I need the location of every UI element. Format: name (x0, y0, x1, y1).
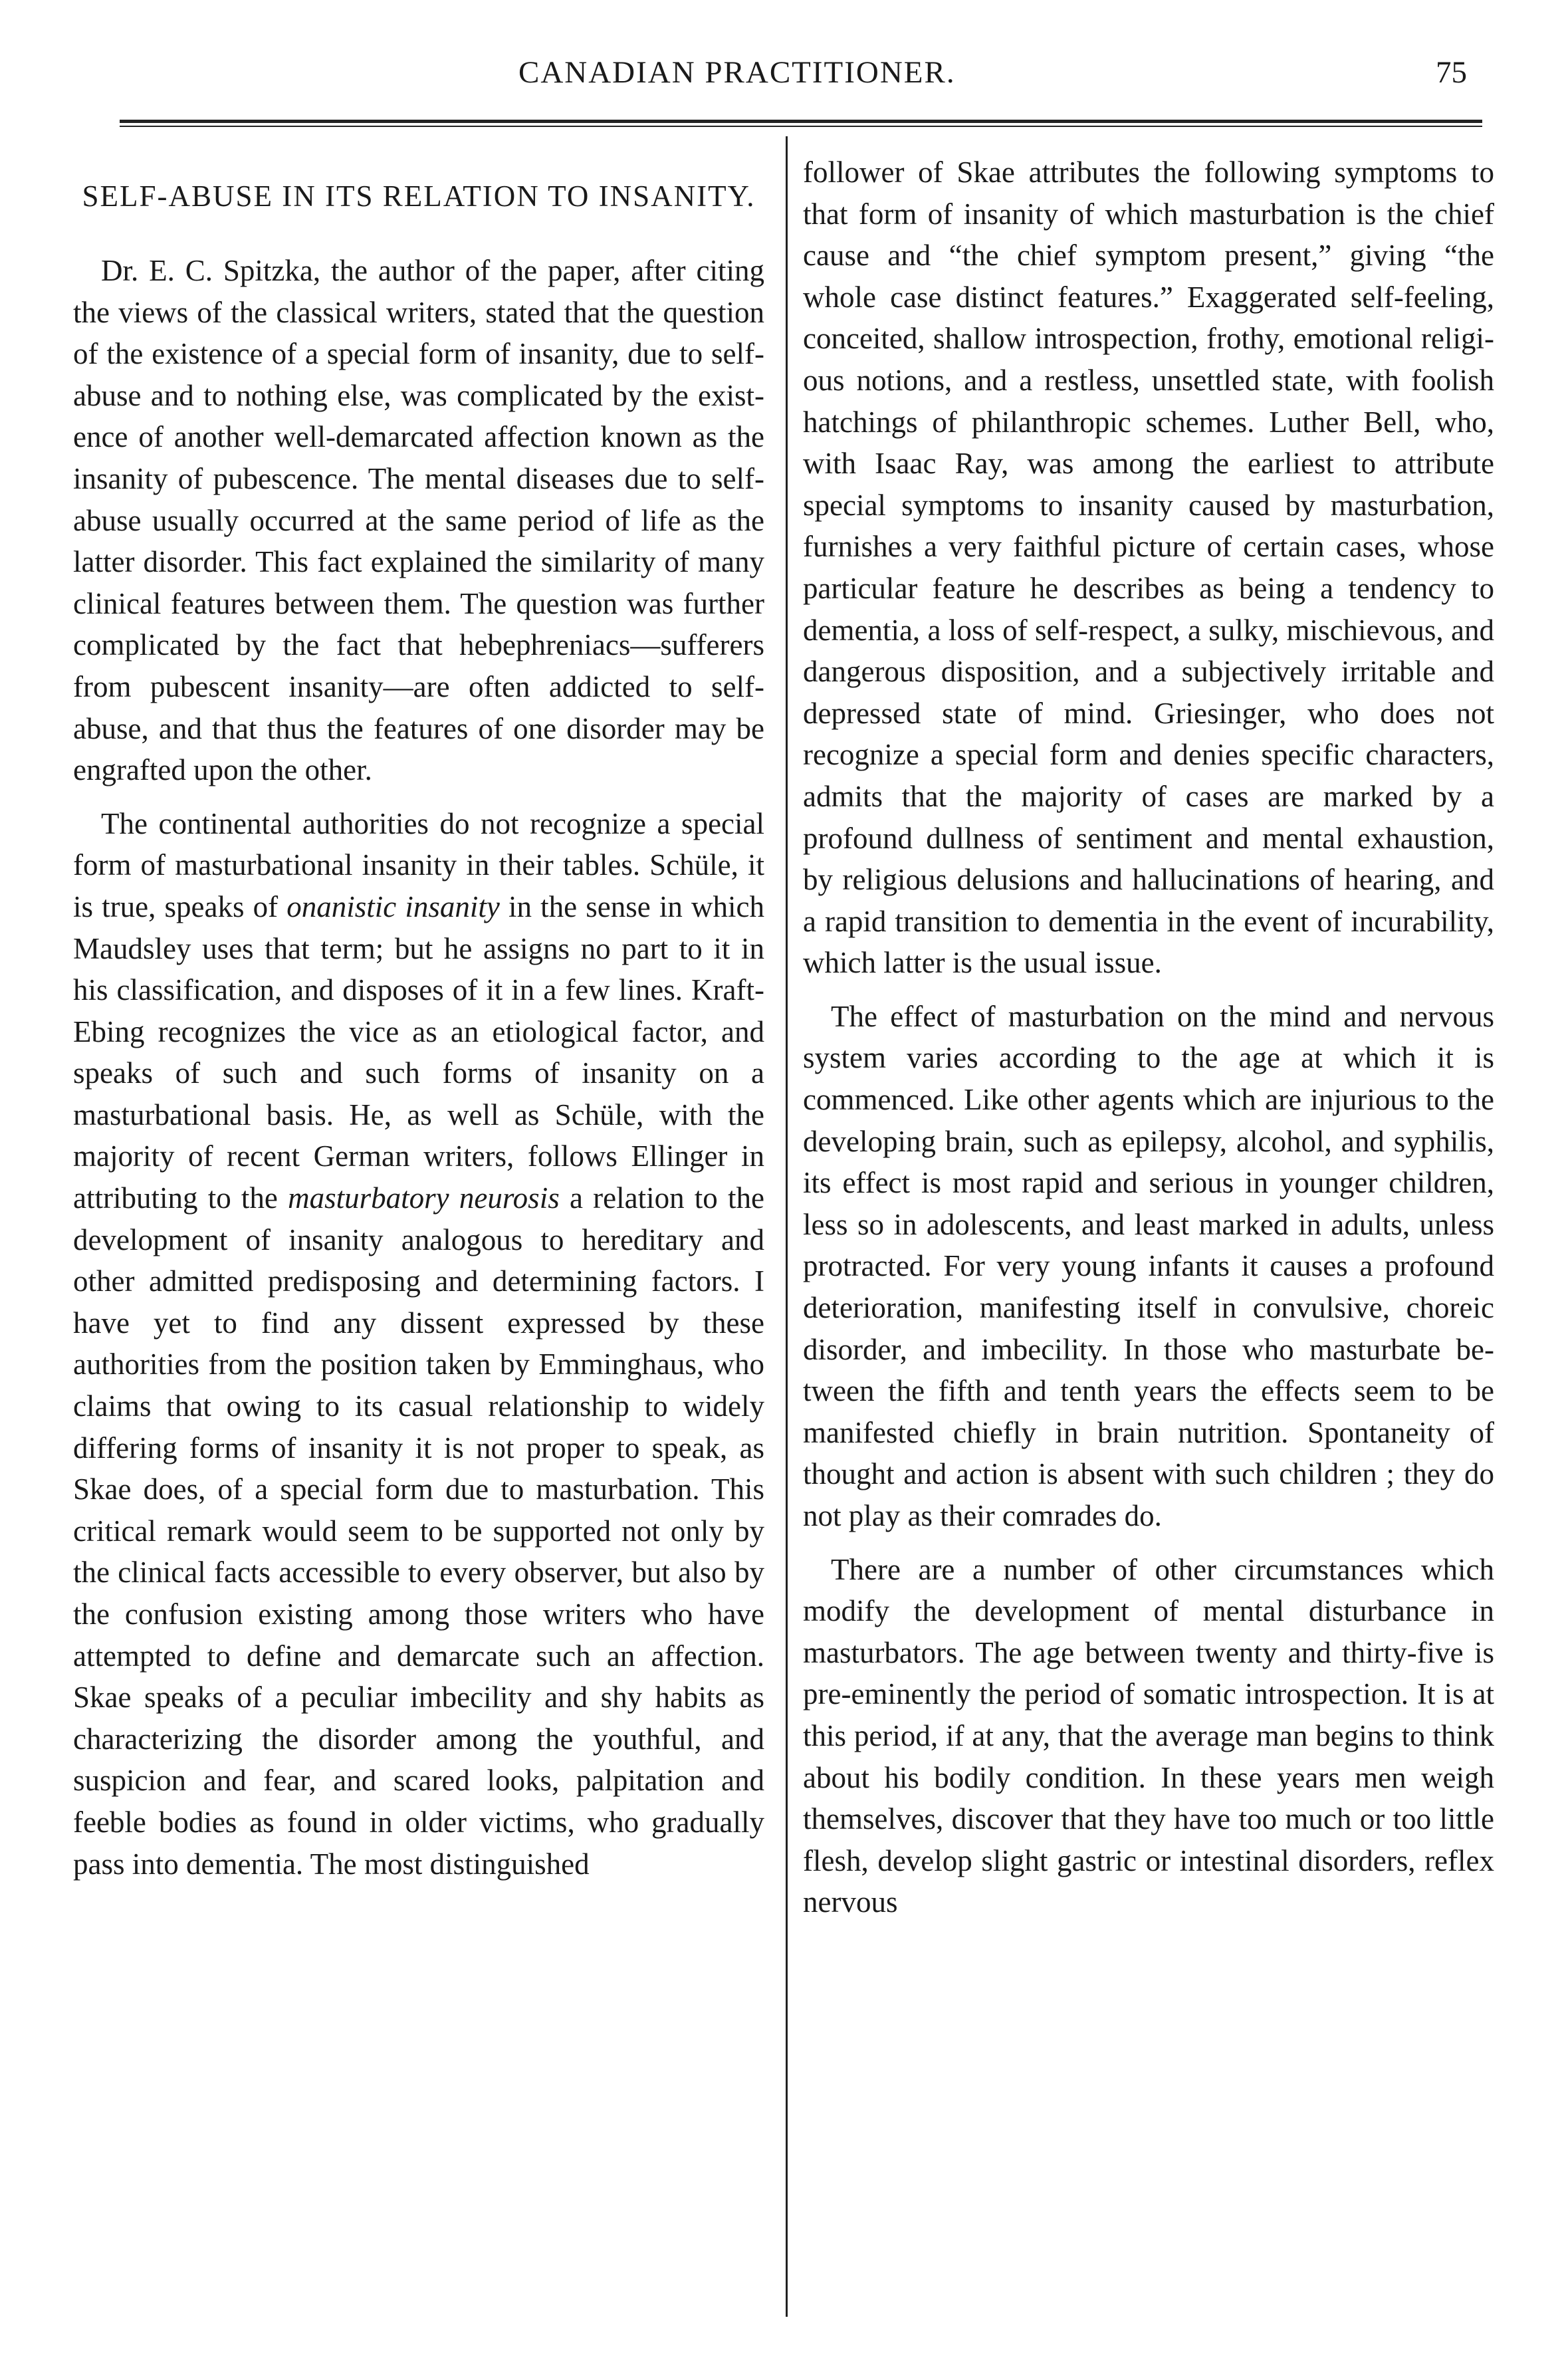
left-column (73, 152, 764, 2339)
text-run: a relation to the development of insanity analogous to hereditary and other admitted predisposing and determining factors. I have yet to find any dissent expressed by these authorities from the position taken by Emminghaus, who claims that owing to its casual relationship to widely differing forms of insanity it is not proper to speak, as Skae does, of a special form due to masturbation. This critical remark would seem to be supported not only by the clinical facts accessible to every observer, but also by the confusion existing among those writers who have attempted to define and demarcate such an affection. Skae speaks of a peculiar imbecility and shy habits as characterizing the disorder among the youthful, and suspicion and fear, and scared looks, palpitation and feeble bodies as found in older victims, who gradually pass into dementia. The most distinguished (73, 1181, 764, 1881)
paragraph (73, 803, 764, 1885)
page-number: 75 (1436, 55, 1467, 90)
italic-term: masturbatory neurosis (288, 1181, 560, 1215)
running-head (0, 55, 1568, 108)
column-divider (786, 136, 788, 2317)
italic-term: onanistic insanity (286, 889, 500, 923)
text-run: in the sense in which Maudsley uses that term; but he assigns no part to it in his classification, and disposes of it in a few lines. Kraft-Ebing recognizes the vice as an etiological factor, and speaks of such and such forms of insanity on a masturbational basis. He, as well as Schüle, with the majority of recent German writers, follows Ellinger in attributing to the (73, 889, 764, 1215)
article-title: SELF-ABUSE IN ITS RELATION TO INSANITY. (82, 179, 756, 213)
paragraph: There are a number of other circumstances which modify the development of mental disturbance in masturbators. The age between twenty and thirty-five is pre-eminently the period of somatic introspection. It is at this period, if at any, that the average man begins to think about his bodily condition. In these years men weigh themselves, discover that they have too much or too little flesh, develop slight gastric or intestinal disorders, reflex nervous (803, 1552, 1494, 1919)
header-rule (120, 120, 1482, 127)
paragraph: The effect of masturbation on the mind and nervous system varies according to the age at which it is commenced. Like other agents which are injurious to the developing brain, such as epilepsy, alcohol, and syphilis, its effect is most rapid and serious in younger children, less so in adolescents, and least marked in adults, unless protracted. For very young infants it causes a profound deterioration, manifesting itself in convulsive, choreic disorder, and imbecility. In those who masturbate between the fifth and tenth years the effects seem to be manifested chiefly in brain nutrition. Spontaneity of thought and action is absent with such children ; they do not play as their comrades do. (803, 999, 1494, 1532)
paragraph: Dr. E. C. Spitzka, the author of the paper, after citing the views of the classical writers, stated that the question of the existence of a special form of insanity, due to self-abuse and to nothing else, was complicated by the existence of another well-demarcated affection known as the insanity of pubescence. The mental diseases due to self-abuse usually occurred at the same period of life as the latter disorder. This fact explained the similarity of many clinical features between them. The question was further complicated by the fact that hebephreniacs—sufferers from pubescent insanity—are often addicted to self-abuse, and that thus the features of one disorder may be engrafted upon the other. (73, 254, 764, 787)
paragraph: follower of Skae attributes the following symptoms to that form of insanity of which masturbation is the chief cause and “the chief symptom present,” giving “the whole case distinct features.” Exaggerated self-feeling, conceited, shallow introspection, frothy, emotional religious notions, and a restless, unsettled state, with foolish hatchings of philanthropic schemes. Luther Bell, who, with Isaac Ray, was among the earliest to attribute special symptoms to insanity caused by masturbation, furnishes a very faithful picture of certain cases, whose particular feature he describes as being a tendency to dementia, a loss of self-respect, a sulky, mischievous, and dangerous disposition, and a subjectively irritable and depressed state of mind. Griesinger, who does not recognize a special form and denies specific characters, admits that the majority of cases are marked by a profound dullness of sentiment and mental exhaustion, by religious delusions and hallucinations of hearing, and a rapid transition to dementia in the event of incurability, which latter is the usual issue. (803, 156, 1494, 980)
right-column (803, 152, 1494, 2339)
text-run: The continental authorities do not recognize a special form of masturbational insanity in their tables. Schüle, it is true, speaks of (73, 806, 764, 923)
journal-title: CANADIAN PRACTITIONER. (518, 55, 956, 90)
